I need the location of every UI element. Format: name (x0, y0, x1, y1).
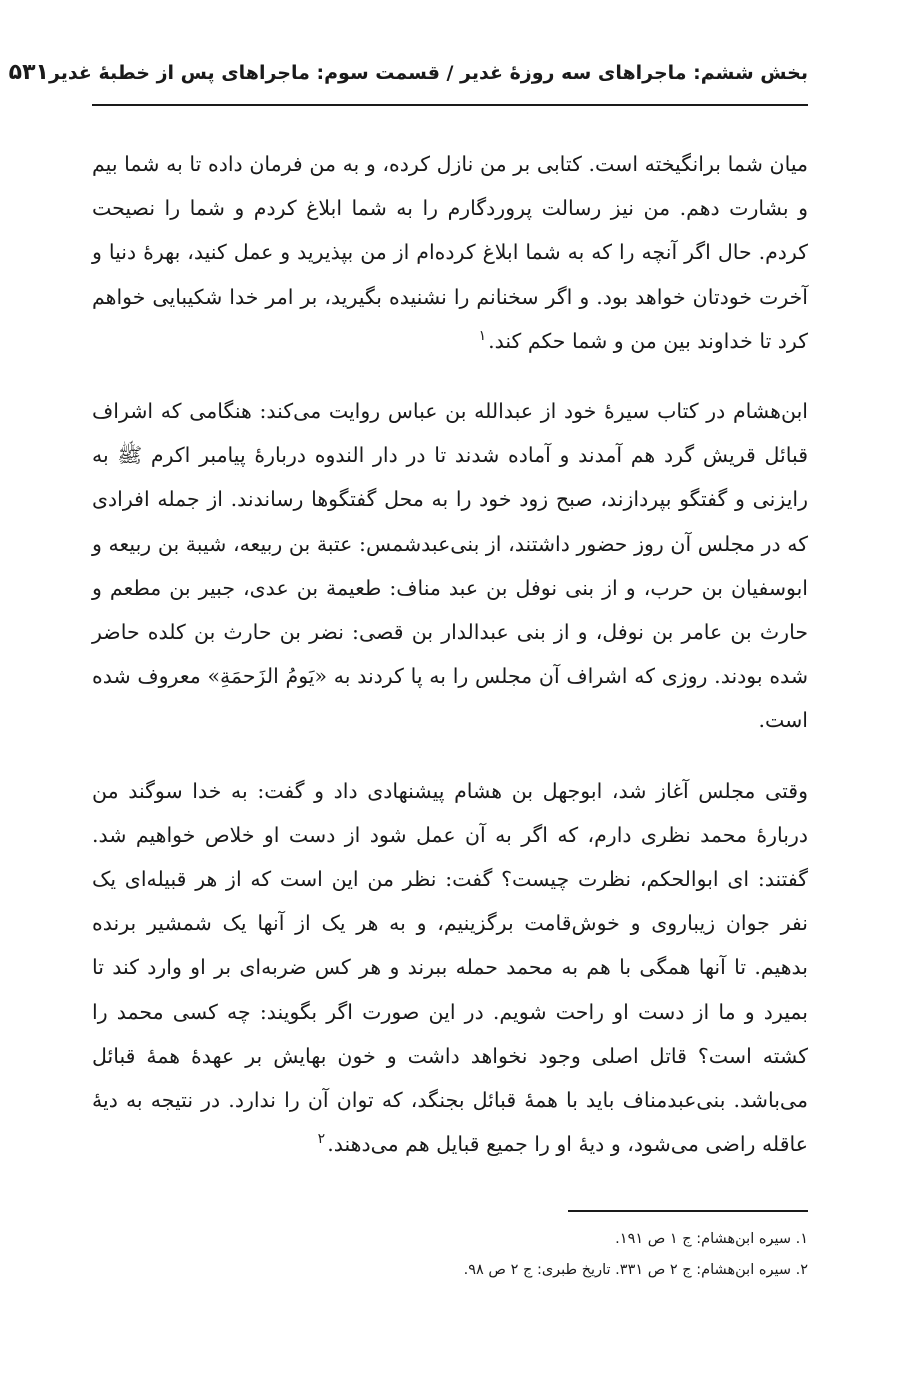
footnote-reference[interactable]: ۲ (317, 1131, 326, 1148)
paragraph-text: ابن‌هشام در کتاب سیرهٔ خود از عبدالله بن عباس روایت می‌کند: هنگامی که اشراف قبائل قریش گرد هم آمدند و آماده شدند تا در دار الندوه دربارهٔ پیامبر اکرم ﷺ به رایزنی و گفتگو بپردازند، صبح زود خود را به محل گفتگوها رساندند. از جمله افرادی که در مجلس آن روز حضور داشتند، از بنی‌عبدشمس: عتبة بن ربیعه، شیبة بن ربیعه و ابوسفیان بن حرب، و از بنی نوفل بن عبد مناف: طعیمة بن عدی، جبیر بن مطعم و حارث بن عامر بن نوفل، و از بنی عبدالدار بن قصی: نضر بن حارث بن کلده حاضر شده بودند. روزی که اشراف آن مجلس را به پا کردند به «یَومُ الزَحمَةِ» معروف شده است. (92, 399, 808, 733)
footnotes (92, 1224, 808, 1286)
paragraph-3 (92, 769, 808, 1167)
footnote-reference[interactable]: ۱ (478, 327, 487, 344)
page-number: ۵۳۱ (8, 60, 49, 85)
paragraph-1 (92, 142, 808, 363)
footnote-1: ۱. سیره ابن‌هشام: ج ۱ ص ۱۹۱. (615, 1231, 808, 1248)
book-page (8, 60, 808, 1286)
running-header (8, 60, 808, 106)
running-title: بخش ششم: ماجراهای سه روزهٔ غدیر / قسمت سوم: ماجراهای پس از خطبهٔ غدیر (48, 62, 808, 84)
paragraph-text: وقتی مجلس آغاز شد، ابوجهل بن هشام پیشنهادی داد و گفت: به خدا سوگند من دربارهٔ محمد نظری دارم، که اگر به آن عمل شود از دست او خلاص خواهیم شد. گفتند: ای ابوالحکم، نظرت چیست؟ گفت: نظر من این است که از هر قبیله‌ای یک نفر جوان زیباروی و خوش‌قامت برگزینیم، و به هر یک از آنها یک شمشیر برنده بدهیم. تا آنها همگی با هم به محمد حمله ببرند و هر کس ضربه‌ای بر او وارد کند تا بمیرد و ما از دست او راحت شویم. در این صورت اگر بگویند: چه کسی محمد را کشته است؟ قاتل اصلی وجود نخواهد داشت و خون بهایش بر عهدهٔ همهٔ قبائل می‌باشد. بنی‌عبدمناف باید با همهٔ قبائل بجنگد، که توان آن را ندارد. در نتیجه به دیهٔ عاقله راضی می‌شود، و دیهٔ او را جمیع قبایل هم می‌دهند. (92, 778, 808, 1157)
footnote-separator (568, 1210, 808, 1212)
body-text (92, 142, 808, 1166)
paragraph-text: میان شما برانگیخته است. کتابی بر من نازل کرده، و به من فرمان داده تا به شما بیم و بشارت دهم. من نیز رسالت پروردگارم را به شما ابلاغ کردم و شما را نصیحت کردم. حال اگر آنچه را که به شما ابلاغ کرده‌ام از من بپذیرید و عمل کنید، بهرهٔ دنیا و آخرت خودتان خواهد بود. و اگر سخنانم را نشنیده بگیرید، بر امر خدا شکیبایی خواهم کرد تا خداوند بین من و شما حکم کند. (92, 152, 808, 353)
footnote-2: ۲. سیره ابن‌هشام: ج ۲ ص ۳۳۱. تاریخ طبری: ج ۲ ص ۹۸. (463, 1262, 808, 1279)
paragraph-2 (92, 389, 808, 743)
